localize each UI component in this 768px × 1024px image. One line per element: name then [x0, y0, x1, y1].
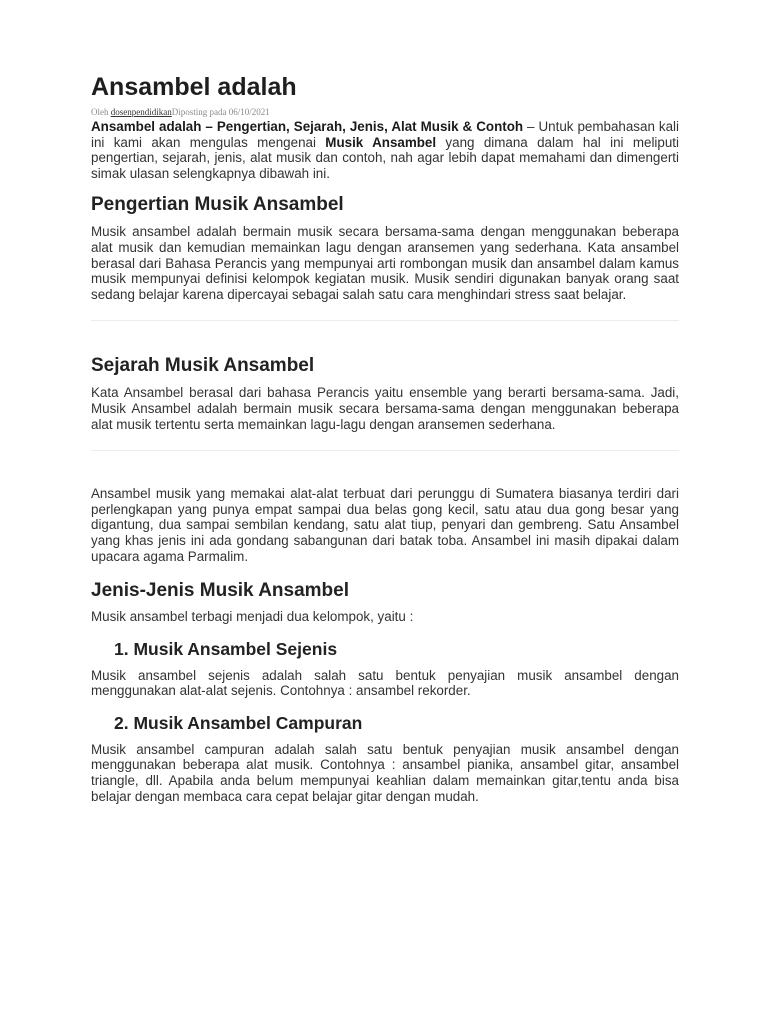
- post-meta: [91, 107, 679, 118]
- intro-lead: Ansambel adalah – Pengertian, Sejarah, Jenis, Alat Musik & Contoh: [91, 119, 524, 134]
- divider: [91, 320, 679, 321]
- page-title: Ansambel adalah: [91, 73, 297, 101]
- heading-jenis-campuran: 2. Musik Ansambel Campuran: [114, 712, 363, 733]
- paragraph-sejarah: Kata Ansambel berasal dari bahasa Perancis yaitu ensemble yang berarti bersama-sama. Jadi, Musik Ansambel adalah bermain musik secara bersama-sama dengan menggunakan beberapa alat musik tertentu serta memainkan lagu-lagu dengan aransemen sederhana.: [91, 385, 679, 432]
- divider: [91, 450, 679, 451]
- heading-jenis: Jenis-Jenis Musik Ansambel: [91, 580, 350, 602]
- heading-jenis-sejenis: 1. Musik Ansambel Sejenis: [114, 638, 338, 659]
- meta-posted: Diposting pada 06/10/2021: [171, 107, 270, 117]
- heading-sejarah: Sejarah Musik Ansambel: [91, 355, 315, 377]
- intro-text: – Untuk pembahasan kali ini kami akan mengulas mengenai: [91, 119, 679, 150]
- intro-bold-term: Musik Ansambel: [325, 134, 437, 150]
- paragraph-pengertian: Musik ansambel adalah bermain musik secara bersama-sama dengan menggunakan beberapa alat musik dan kemudian memainkan lagu dengan aransemen yang sederhana. Kata ansambel berasal dari Bahasa Perancis yang mempunyai arti rombongan musik dan ansambel dalam kamus musik mempunyai definisi kelompok kegiatan musik. Musik sendiri digunakan banyak orang saat sedang belajar karena dipercayai sebagai salah satu cara menghindari stress saat belajar.: [91, 224, 679, 302]
- paragraph-jenis-campuran: Musik ansambel campuran adalah salah satu bentuk penyajian musik ansambel dengan menggunakan beberapa alat musik. Contohnya : ansambel pianika, ansambel gitar, ansambel triangle, dll. Apabila anda belum mempunyai keahlian dalam memainkan gitar,tentu anda bisa belajar dengan membaca cara cepat belajar gitar dengan mudah.: [91, 741, 679, 804]
- paragraph-jenis-sejenis: Musik ansambel sejenis adalah salah satu bentuk penyajian musik ansambel dengan menggunakan alat-alat sejenis. Contohnya : ansambel rekorder.: [91, 667, 679, 699]
- article: [91, 72, 679, 804]
- intro-rest: yang dimana dalam hal ini meliputi pengertian, sejarah, jenis, alat musik dan contoh, nah agar lebih dapat memahami dan dimengerti simak ulasan selengkapnya dibawah ini.: [91, 134, 679, 181]
- intro-paragraph: [91, 119, 679, 181]
- author-link[interactable]: dosenpendidikan: [110, 107, 172, 117]
- meta-by: Oleh: [91, 107, 111, 117]
- heading-pengertian: Pengertian Musik Ansambel: [91, 194, 344, 216]
- paragraph-jenis: Musik ansambel terbagi menjadi dua kelompok, yaitu :: [91, 609, 414, 625]
- paragraph-sejarah-2: Ansambel musik yang memakai alat-alat terbuat dari perunggu di Sumatera biasanya terdiri dari perlengkapan yang punya empat sampai dua belas gong kecil, satu atau dua gong besar yang digantung, dua sampai sembilan kendang, satu alat tiup, penyari dan gembreng. Satu Ansambel yang khas jenis ini ada gondang sabangunan dari batak toba. Ansambel ini masih dipakai dalam upacara agama Parmalim.: [91, 486, 679, 564]
